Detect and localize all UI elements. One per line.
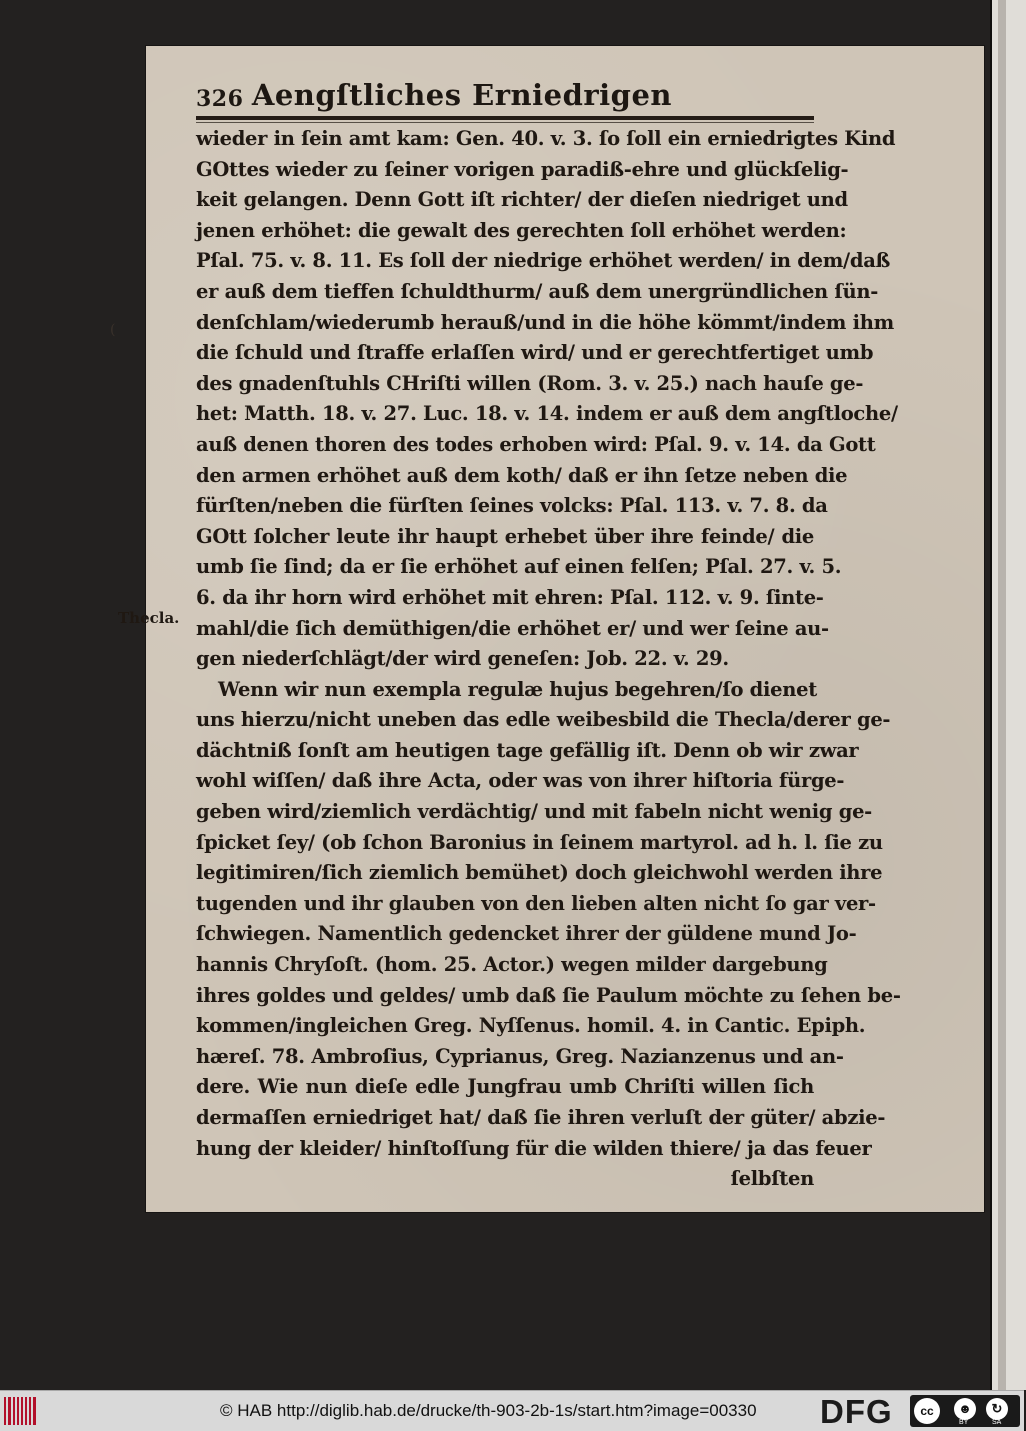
license-sa-label: SA [992, 1419, 1002, 1426]
license-by-label: BY [959, 1419, 969, 1426]
page-header [196, 72, 822, 112]
text-line: denſchlam/wiederumb herauß/und in die höhe kömmt/indem ihm [196, 310, 894, 334]
text-line: hannis Chryſoſt. (hom. 25. Actor.) wegen milder dargebung [196, 953, 828, 977]
text-line: dere. Wie nun dieſe edle Jungfrau umb Chriſti willen ſich [196, 1075, 814, 1099]
text-line: geben wird/ziemlich verdächtig/ und mit fabeln nicht wenig ge- [196, 800, 872, 824]
text-line: fürſten/neben die fürſten ſeines volcks: Pſal. 113. v. 7. 8. da [196, 494, 828, 518]
text-line: mahl/die ſich demüthigen/die erhöhet er/ und wer ſeine au- [196, 616, 829, 640]
cc-license-badge[interactable] [910, 1395, 1020, 1427]
text-line: ſchwiegen. Namentlich gedencket ihrer der güldene mund Jo- [196, 922, 857, 946]
text-line: des gnadenſtuhls CHriſti willen (Rom. 3. v. 25.) nach hauſe ge- [196, 371, 864, 395]
text-line: dermaſſen erniedriget hat/ daß ſie ihren verluſt der güter/ abzie- [196, 1106, 886, 1129]
text-line: GOttes wieder zu ſeiner vorigen paradiß-ehre und glückſelig- [196, 157, 849, 181]
text-line: 6. da ihr horn wird erhöhet mit ehren: Pſal. 112. v. 9. ſinte- [196, 585, 824, 609]
text-line: wieder in ſein amt kam: Gen. 40. v. 3. ſo ſoll ein erniedrigtes Kind [196, 127, 896, 150]
text-line: Pſal. 75. v. 8. 11. Es ſoll der niedrige erhöhet werden/ in dem/daß [196, 249, 891, 273]
text-line: umb ſie ſind; da er ſie erhöhet auf einen felſen; Pſal. 27. v. 5. [196, 555, 842, 579]
text-line: hung der kleider/ hinſtoſſung für die wilden thiere/ ja das feuer [196, 1136, 872, 1160]
body-text [196, 124, 901, 1195]
dfg-logo: DFG [820, 1393, 893, 1430]
text-line: het: Matth. 18. v. 27. Luc. 18. v. 14. indem er auß dem angſtloche/ [196, 402, 898, 426]
catchword: ſelbſten [730, 1167, 814, 1191]
text-line: wohl wiſſen/ daß ihre Acta, oder was von ihrer hiſtoria fürge- [196, 769, 845, 793]
text-line: jenen erhöhet: die gewalt des gerechten ſoll erhöhet werden: [196, 218, 847, 242]
footer-bar [0, 1390, 1024, 1431]
text-line: den armen erhöhet auß dem koth/ daß er ihn ſetze neben die [196, 463, 848, 487]
text-line: GOtt ſolcher leute ihr haupt erhebet über ihre feinde/ die [196, 524, 814, 548]
barcode-icon [4, 1397, 36, 1425]
text-line: ſpicket ſey/ (ob ſchon Baronius in ſeinem martyrol. ad h. l. ſie zu [196, 830, 883, 854]
text-line: uns hierzu/nicht uneben das edle weibesbild die Thecla/derer ge- [196, 708, 891, 732]
text-line: Wenn wir nun exempla regulæ hujus begehren/ſo dienet [218, 677, 817, 701]
share-alike-icon: ↻ [986, 1398, 1008, 1420]
margin-mark: ( [110, 322, 116, 338]
cc-icon: cc [914, 1398, 940, 1424]
text-line: tugenden und ihr glauben von den lieben alten nicht ſo gar ver- [196, 891, 876, 915]
page-edge-shadow [998, 0, 1006, 1390]
next-page-edge [990, 0, 1026, 1390]
text-line: die ſchuld und ſtraffe erlaſſen wird/ und er gerechtfertiget umb [196, 341, 874, 365]
person-icon: ☻ [954, 1398, 976, 1420]
text-line: dächtniß ſonſt am heutigen tage gefällig iſt. Denn ob wir zwar [196, 738, 859, 762]
margin-note: Thecla. [118, 609, 180, 627]
text-line: ihres goldes und geldes/ umb daß ſie Paulum möchte zu ſehen be- [196, 983, 901, 1007]
source-link[interactable]: © HAB http://diglib.hab.de/drucke/th-903-2b-1s/start.htm?image=00330 [220, 1401, 757, 1420]
text-line: hæreſ. 78. Ambroſius, Cyprianus, Greg. Nazianzenus und an- [196, 1044, 844, 1068]
header-rule [196, 116, 814, 120]
text-line: legitimiren/ſich ziemlich bemühet) doch gleichwohl werden ihre [196, 861, 883, 885]
text-line: keit gelangen. Denn Gott iſt richter/ der dieſen niedriget und [196, 188, 848, 212]
text-line: auß denen thoren des todes erhoben wird: Pſal. 9. v. 14. da Gott [196, 432, 876, 456]
page-number: 326 [196, 86, 244, 112]
text-line: kommen/ingleichen Greg. Nyſſenus. homil. 4. in Cantic. Epiph. [196, 1014, 866, 1038]
running-title: Aengſtliches Erniedrigen [251, 78, 672, 112]
text-line: gen niederſchlägt/der wird geneſen: Job. 22. v. 29. [196, 647, 729, 671]
text-line: er auß dem tieffen ſchuldthurm/ auß dem unergründlichen ſün- [196, 279, 879, 303]
header-rule-thin [196, 122, 814, 123]
